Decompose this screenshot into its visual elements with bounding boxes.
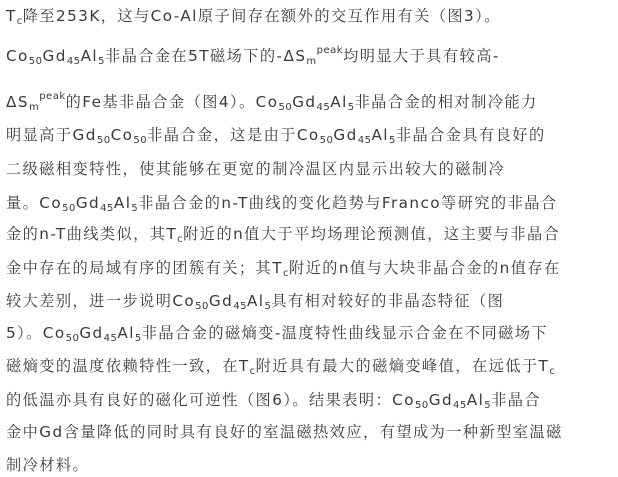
text-line bbox=[6, 159, 505, 179]
text-run: Gd bbox=[208, 292, 234, 310]
subscript: 50 bbox=[414, 400, 429, 411]
text-line bbox=[6, 323, 548, 343]
subscript: m bbox=[306, 56, 317, 67]
text-run: 磁熵变的温度依赖特性一致，在T bbox=[6, 357, 250, 375]
text-line bbox=[6, 224, 560, 244]
text-run: 的低温亦具有良好的磁化可逆性（图6）。结果表明：Co bbox=[6, 391, 415, 409]
text-line bbox=[6, 258, 561, 278]
superscript: peak bbox=[39, 91, 66, 102]
text-line bbox=[6, 291, 504, 311]
text-run: Al bbox=[371, 126, 389, 144]
text-line bbox=[6, 125, 546, 145]
text-run: 附近的n值大于平均场理论预测值，这主要与非晶合 bbox=[183, 225, 561, 243]
text-run: Al bbox=[466, 391, 485, 409]
subscript: 50 bbox=[133, 135, 148, 146]
text-run: Co bbox=[6, 47, 29, 65]
text-run: 二级磁相变特性，使其能够在更宽的制冷温区内显示出较大的磁制冷 bbox=[6, 160, 506, 178]
text-run: 附近的n值与大块非晶合金的n值存在 bbox=[288, 259, 561, 277]
text-run: 5）。Co bbox=[6, 324, 66, 342]
subscript: c bbox=[282, 268, 289, 279]
subscript: 45 bbox=[453, 400, 467, 411]
text-run: 附近具有最大的磁熵变峰值，在远低于T bbox=[255, 357, 550, 375]
text-run: Al bbox=[117, 324, 135, 342]
subscript: c bbox=[177, 234, 184, 245]
text-run: Al bbox=[80, 47, 99, 65]
text-line bbox=[6, 422, 563, 442]
text-run: 较大差别，进一步说明Co bbox=[6, 292, 196, 310]
subscript: 5 bbox=[134, 333, 142, 344]
text-run: 均明显大于具有较高- bbox=[343, 47, 500, 65]
text-line bbox=[6, 455, 89, 475]
text-run: Gd bbox=[75, 194, 101, 212]
text-run: Gd bbox=[79, 324, 104, 342]
subscript: 5 bbox=[388, 135, 396, 146]
subscript: 45 bbox=[103, 333, 118, 344]
text-run: 非晶合金的相对制冷能力 bbox=[354, 93, 538, 111]
text-run: 金中存在的局域有序的团簇有关；其T bbox=[6, 259, 283, 277]
text-run: 量。Co bbox=[6, 194, 63, 212]
text-line bbox=[6, 390, 541, 410]
text-run: 非晶合金，这是由于Co bbox=[147, 126, 320, 144]
subscript: 50 bbox=[28, 56, 43, 67]
superscript: peak bbox=[316, 45, 344, 56]
text-line bbox=[6, 46, 500, 66]
subscript: c bbox=[549, 366, 556, 377]
subscript: c bbox=[16, 16, 23, 27]
subscript: 50 bbox=[278, 102, 293, 113]
subscript: 45 bbox=[100, 203, 114, 214]
text-run: Co bbox=[110, 126, 134, 144]
text-run: 非晶合金的n-T曲线的变化趋势与Franco等研究的非晶合 bbox=[138, 194, 558, 212]
subscript: 45 bbox=[316, 102, 331, 113]
text-run: 降至253K，这与Co-Al原子间存在额外的交互作用有关（图3）。 bbox=[22, 7, 501, 25]
text-line bbox=[6, 92, 538, 112]
text-run: 金的n-T曲线类似，其T bbox=[6, 225, 178, 243]
text-run: Gd bbox=[333, 126, 358, 144]
subscript: 5 bbox=[347, 102, 355, 113]
text-line bbox=[6, 356, 555, 376]
subscript: 50 bbox=[319, 135, 334, 146]
text-line bbox=[6, 193, 558, 213]
subscript: c bbox=[249, 366, 256, 377]
text-run: 金中Gd含量降低的同时具有良好的室温磁热效应，有望成为一种新型室温磁 bbox=[6, 423, 563, 441]
subscript: 50 bbox=[65, 333, 80, 344]
text-run: ΔS bbox=[6, 93, 29, 111]
text-run: 非晶合金在5T磁场下的-ΔS bbox=[104, 47, 307, 65]
subscript: 5 bbox=[484, 400, 492, 411]
text-run: 非晶合金具有良好的 bbox=[395, 126, 546, 144]
text-run: Gd bbox=[42, 47, 67, 65]
text-run: 非晶合金的磁熵变-温度特性曲线显示合金在不同磁场下 bbox=[141, 324, 548, 342]
text-run: 的Fe基非晶合金（图4）。Co bbox=[65, 93, 279, 111]
subscript: 45 bbox=[66, 56, 81, 67]
text-run: Al bbox=[113, 194, 132, 212]
subscript: 45 bbox=[233, 301, 247, 312]
subscript: 50 bbox=[62, 203, 76, 214]
text-run: Gd bbox=[428, 391, 454, 409]
text-run: 制冷材料。 bbox=[6, 456, 90, 474]
text-run: Al bbox=[246, 292, 265, 310]
text-run: 非晶合 bbox=[491, 391, 542, 409]
text-run: 明显高于Gd bbox=[6, 126, 97, 144]
text-line bbox=[6, 6, 501, 26]
subscript: 5 bbox=[264, 301, 272, 312]
subscript: 45 bbox=[357, 135, 372, 146]
text-run: Gd bbox=[292, 93, 317, 111]
subscript: 50 bbox=[96, 135, 111, 146]
subscript: 5 bbox=[131, 203, 139, 214]
text-run: T bbox=[6, 7, 17, 25]
text-run: 具有相对较好的非晶态特征（图 bbox=[271, 292, 505, 310]
subscript: 5 bbox=[98, 56, 105, 67]
subscript: m bbox=[28, 102, 40, 113]
subscript: 50 bbox=[195, 301, 209, 312]
text-run: Al bbox=[330, 93, 348, 111]
